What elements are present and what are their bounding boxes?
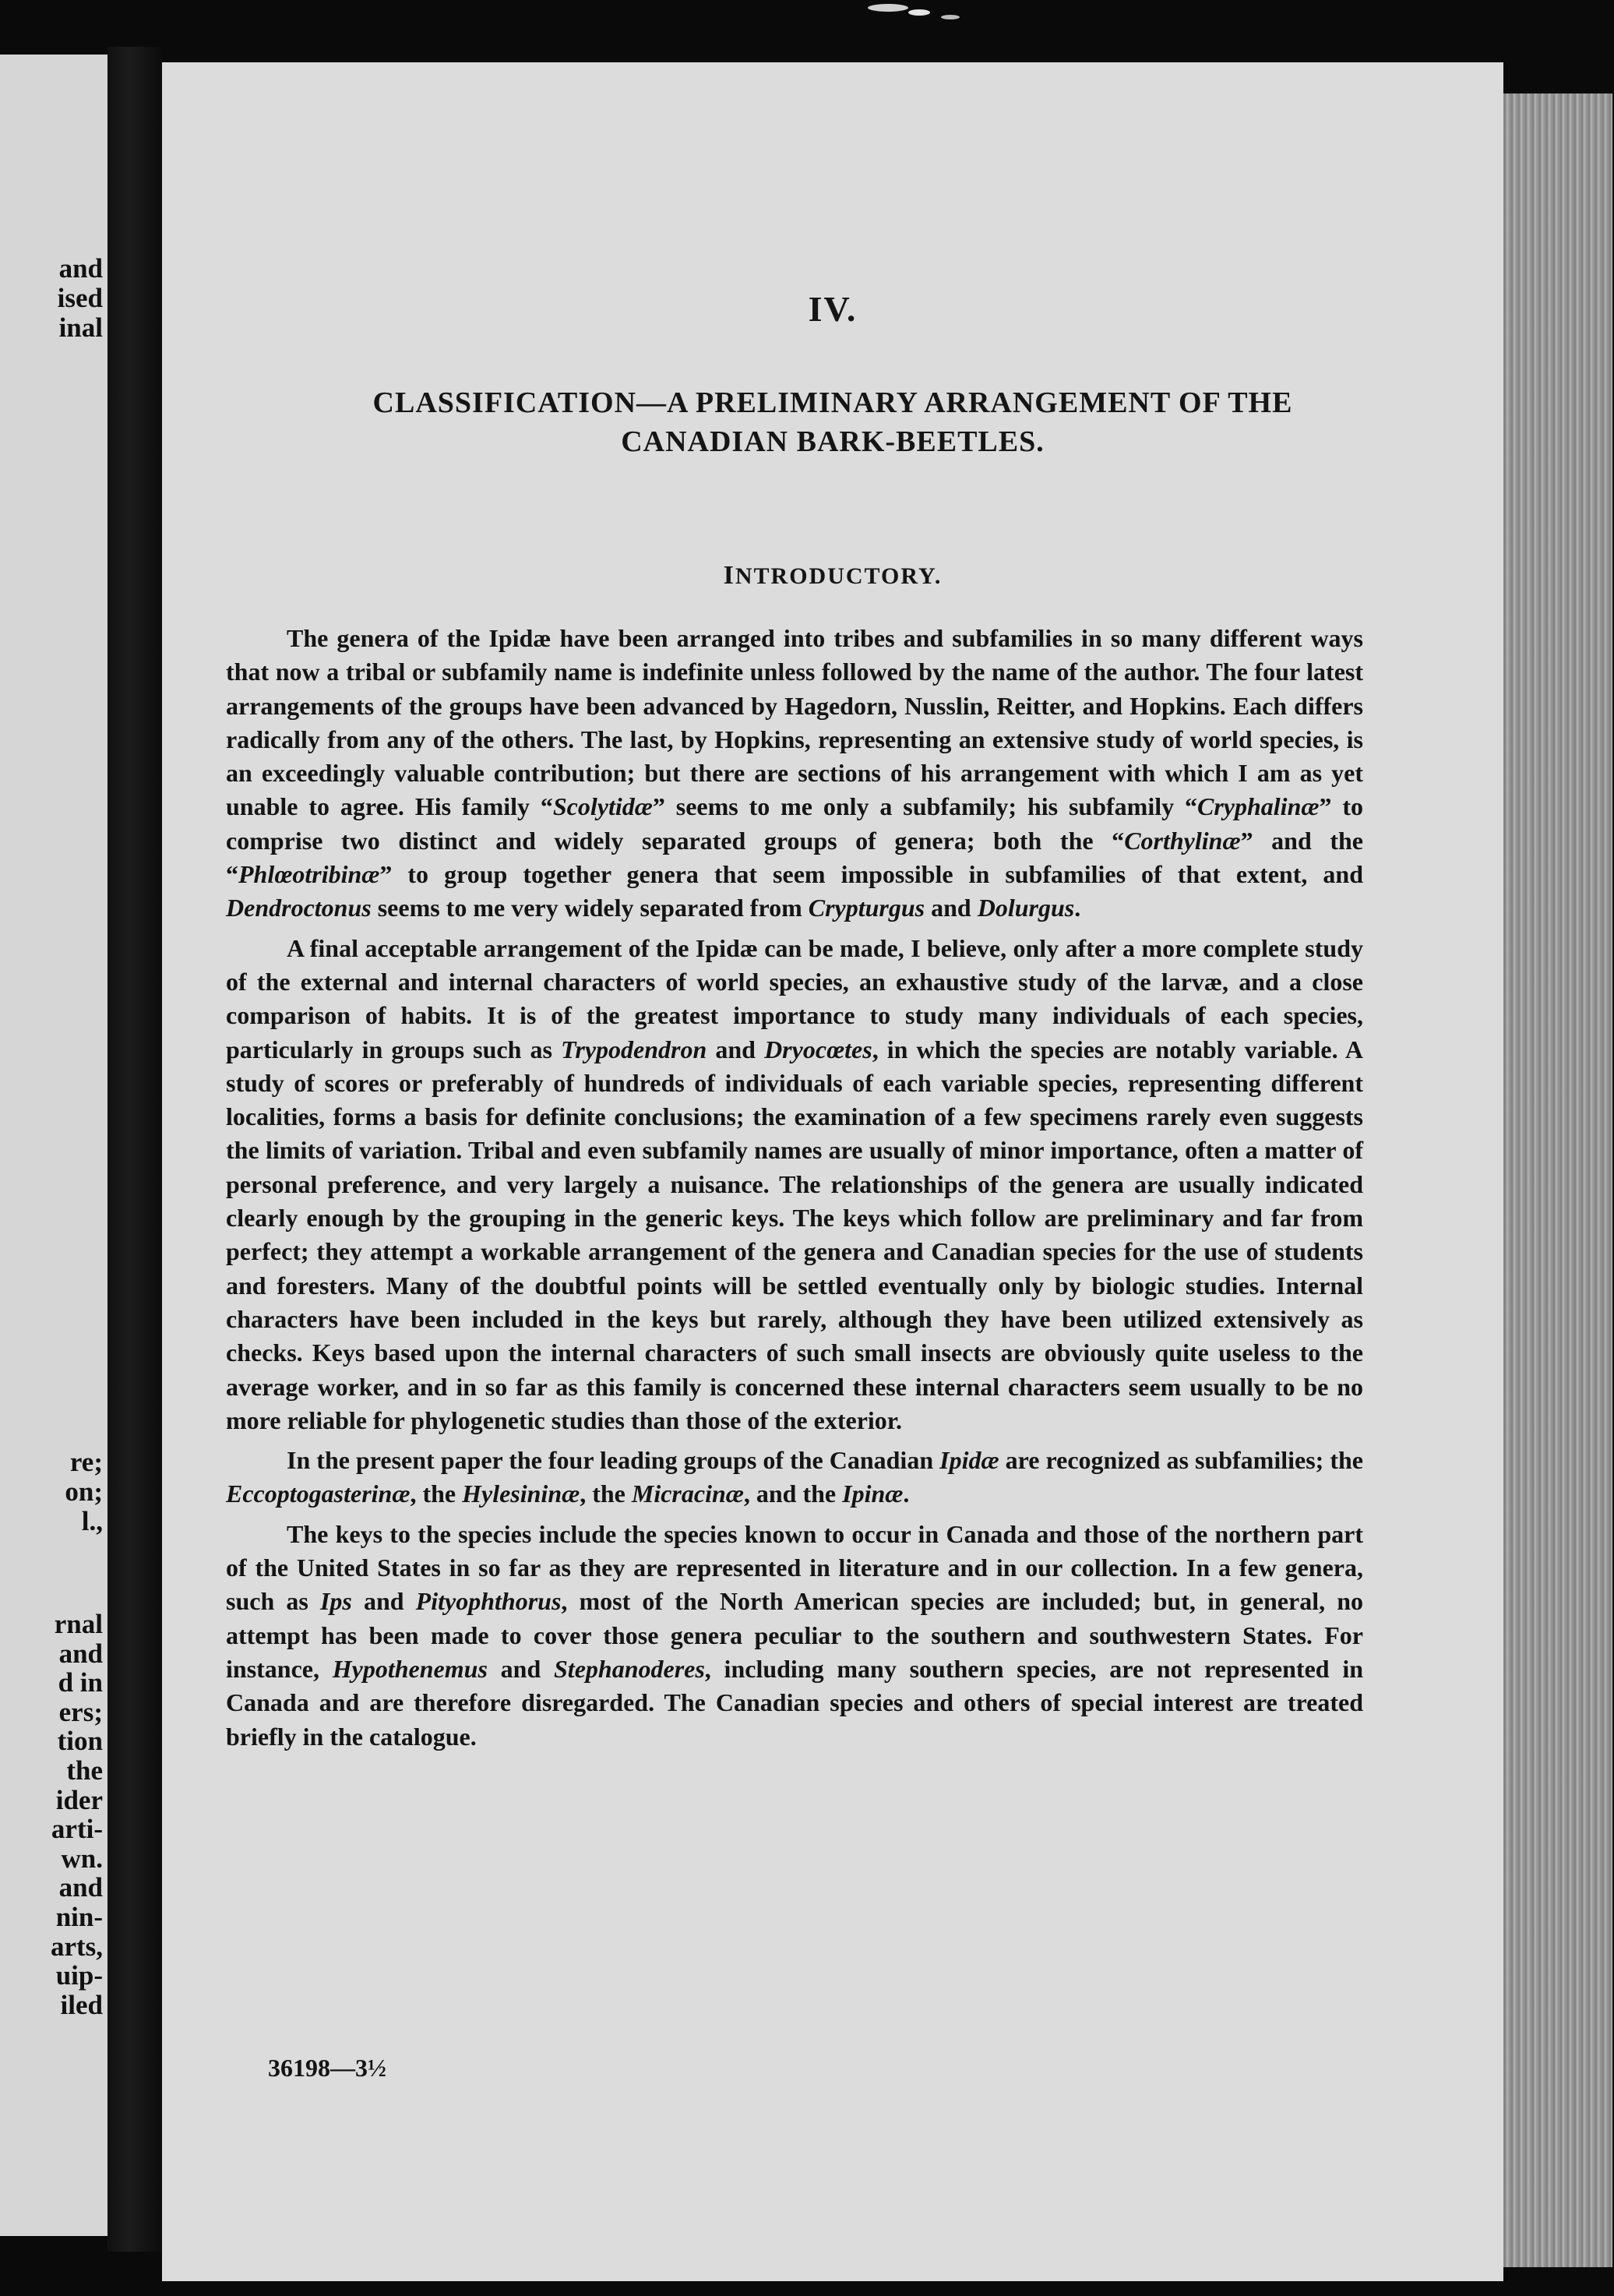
text-run: , most of the North American species are included; but, in general, no attempt has been made to cover those genera peculiar to the southern and southwestern States. For instance, [226,1587,1364,1683]
fragment-line: and [58,253,103,284]
text-run: A final acceptable arrangement of the Ipidæ can be made, I believe, only after a more complete study of the external and internal characters of world species, an exhaustive study of the larvæ, and a close comparison of habits. It is of the greatest importance to study many individuals of each species, particularly in groups such as [226,933,1363,1063]
section-heading [162,561,1503,591]
text-run: ” seems to me only a subfamily; his subfamily “ [652,792,1197,821]
fragment-line: arts, [50,1931,103,1962]
text-run: and [487,1654,554,1683]
italic-term: Hypothenemus [332,1654,488,1683]
chapter-title [209,383,1457,461]
fragment-line: and [58,1638,103,1669]
paragraph-1 [226,622,1363,926]
italic-term: Dendroctonus [226,894,372,922]
fragment-line: l., [81,1506,103,1536]
text-run: , the [410,1480,463,1508]
fragment-line: and [58,1872,103,1903]
body-text [226,622,1363,1760]
text-run: In the present paper the four leading groups of the Canadian [287,1446,940,1475]
left-page-fragment-b [65,1448,103,1536]
text-run: ” and the “ [226,826,1364,889]
fragment-line: on; [65,1476,103,1507]
text-run: are recognized as subfamilies; the [999,1446,1364,1475]
text-run: , including many southern species, are not represented in Canada and are therefore disregarded. The Canadian species and others of special interest are treated briefly in the catalogue. [226,1654,1364,1751]
italic-term: Ipidæ [939,1446,999,1475]
italic-term: Ips [319,1587,352,1616]
fragment-line: the [66,1755,103,1786]
italic-term: Stephanoderes [554,1654,705,1683]
left-page-fragment-a [58,254,103,343]
fragment-line: nin- [55,1901,103,1932]
fragment-line: d in [58,1667,103,1698]
fragment-line: uip- [55,1960,103,1991]
italic-term: Corthylinæ [1124,826,1241,855]
italic-term: Dryocœtes [764,1035,872,1063]
text-run: and [707,1035,765,1063]
text-run: . [903,1480,910,1508]
text-run: . [1074,894,1081,922]
italic-term: Trypodendron [561,1035,707,1063]
paragraph-3 [226,1444,1363,1511]
fragment-line: ers; [58,1696,103,1727]
scan-specks [857,0,1075,31]
left-page-fragment-c [51,1610,103,2019]
signature-mark: 36198—3½ [268,2054,386,2082]
italic-term: Dolurgus [977,894,1075,922]
text-run: The keys to the species include the species known to occur in Canada and those of the northern part of the United States in so far as they are represented in literature and in our collection. In a few genera, such as [226,1519,1363,1616]
text-run: ” to group together genera that seem impossible in subfamilies of that extent, and [379,860,1363,889]
fragment-line: rnal [54,1609,103,1639]
text-run: , the [580,1480,632,1508]
text-run: The genera of the Ipidæ have been arranged into tribes and subfamilies in so many different ways that now a tribal or subfamily name is indefinite unless followed by the name of the author. The four latest arrangements of the groups have been advanced by Hagedorn, Nusslin, Reitter, and Hopkins. Each differs radically from any of the others. The last, by Hopkins, representing an extensive study of world species, is an exceedingly valuable contribution; but there are sections of his arrangement with which I am as yet unable to agree. His family “ [226,624,1363,821]
text-run: , in which the species are notably variable. A study of scores or preferably of hundreds of individuals of each variable species, representing different localities, forms a basis for definite conclusions; the examination of a few specimens rarely even suggests the limits of variation. Tribal and even subfamily names are usually of minor importance, often a matter of personal preference, and very largely a nuisance. The relationships of the genera are usually indicated clearly enough by the grouping in the generic keys. The keys which follow are preliminary and far from perfect; they attempt a workable arrangement of the genera and Canadian species for the use of students and foresters. Many of the doubtful points will be settled eventually only by biologic studies. Internal characters have been included in the keys but rarely, although they have been utilized extensively as checks. Keys based upon the internal characters of such small insects are obviously quite useless to the average worker, and in so far as this family is concerned these internal characters seem usually to be no more reliable for phylogenetic studies than those of the exterior. [226,1035,1364,1434]
fragment-line: re; [69,1447,103,1477]
fragment-line: wn. [61,1843,103,1874]
text-run: and [351,1587,416,1616]
text-run: and [925,894,978,922]
paragraph-2 [226,932,1363,1437]
text-run: , and the [743,1480,843,1508]
fragment-line: ider [55,1784,103,1815]
paragraph-4 [226,1518,1363,1754]
chapter-title-line-2: CANADIAN BARK-BEETLES. [621,425,1045,458]
fragment-line: iled [60,1989,103,2020]
italic-term: Crypturgus [808,894,925,922]
fragment-line: ised [57,283,103,313]
italic-term: Hylesininæ [462,1480,580,1508]
text-run: ” to comprise two distinct and widely separated groups of genera; both the “ [226,792,1363,855]
italic-term: Cryphalinæ [1196,792,1320,821]
italic-term: Eccoptogasterinæ [226,1480,411,1508]
section-heading-rest: NTRODUCTORY. [735,563,943,589]
text-run: seems to me very widely separated from [371,894,809,922]
italic-term: Scolytidæ [552,792,653,821]
chapter-number: IV. [808,289,858,329]
section-heading-initial: I [723,561,735,590]
italic-term: Micracinæ [631,1480,744,1508]
chapter-title-line-1: CLASSIFICATION—A PRELIMINARY ARRANGEMENT OF THE [372,386,1293,419]
book-gutter [107,47,162,2252]
italic-term: Ipinæ [842,1480,904,1508]
adjoining-left-page [0,55,107,2236]
fragment-line: inal [58,312,103,343]
book-page [162,62,1503,2281]
fragment-line: arti- [51,1814,103,1845]
fragment-line: tion [57,1726,103,1757]
page-stack-edge [1496,93,1612,2267]
italic-term: Phlœotribinæ [238,860,380,889]
italic-term: Pityophthorus [415,1587,562,1616]
